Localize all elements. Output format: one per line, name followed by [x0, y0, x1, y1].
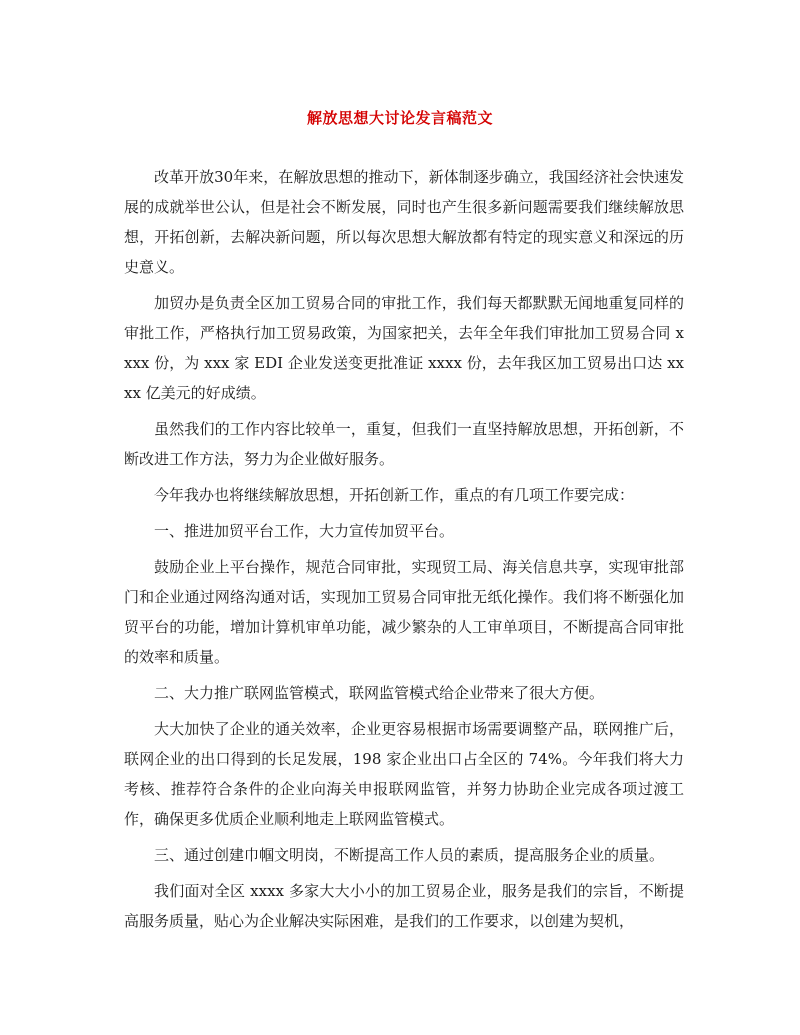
- paragraph: 改革开放30年来，在解放思想的推动下，新体制逐步确立，我国经济社会快速发展的成就举世公认，但是社会不断发展，同时也产生很多新问题需要我们继续解放思想，开拓创新，去解决新问题，所以每次思想大解放都有特定的现实意义和深远的历史意义。: [124, 168, 684, 276]
- paragraph: 加贸办是负责全区加工贸易合同的审批工作，我们每天都默默无闻地重复同样的审批工作，严格执行加工贸易政策，为国家把关，去年全年我们审批加工贸易合同 xxxx 份，为 xxx 家 EDI 企业发送变更批准证 xxxx 份，去年我区加工贸易出口达 xxxx 亿美元的好成绩。: [124, 294, 684, 402]
- document-title: 解放思想大讨论发言稿范文: [306, 109, 493, 127]
- paragraph: 我们面对全区 xxxx 多家大大小小的加工贸易企业，服务是我们的宗旨，不断提高服务质量，贴心为企业解决实际困难，是我们的工作要求，以创建为契机，: [124, 882, 684, 930]
- paragraph: 鼓励企业上平台操作，规范合同审批，实现贸工局、海关信息共享，实现审批部门和企业通过网络沟通对话，实现加工贸易合同审批无纸化操作。我们将不断强化加贸平台的功能，增加计算机审单功能，减少繁杂的人工审单项目，不断提高合同审批的效率和质量。: [124, 558, 684, 666]
- section-heading: 三、通过创建巾帼文明岗，不断提高工作人员的素质，提高服务企业的质量。: [154, 846, 665, 864]
- document-body: [124, 162, 684, 942]
- paragraph: 虽然我们的工作内容比较单一，重复，但我们一直坚持解放思想，开拓创新，不断改进工作方法，努力为企业做好服务。: [124, 420, 684, 468]
- section-heading: 二、大力推广联网监管模式，联网监管模式给企业带来了很大方便。: [154, 684, 605, 702]
- paragraph: 大大加快了企业的通关效率，企业更容易根据市场需要调整产品，联网推广后，联网企业的出口得到的长足发展，198 家企业出口占全区的 74%。今年我们将大力考核、推荐符合条件的企业向海关申报联网监管，并努力协助企业完成各项过渡工作，确保更多优质企业顺利地走上联网监管模式。: [124, 720, 684, 828]
- paragraph: 今年我办也将继续解放思想，开拓创新工作，重点的有几项工作要完成：: [154, 486, 635, 504]
- section-heading: 一、推进加贸平台工作，大力宣传加贸平台。: [154, 522, 455, 540]
